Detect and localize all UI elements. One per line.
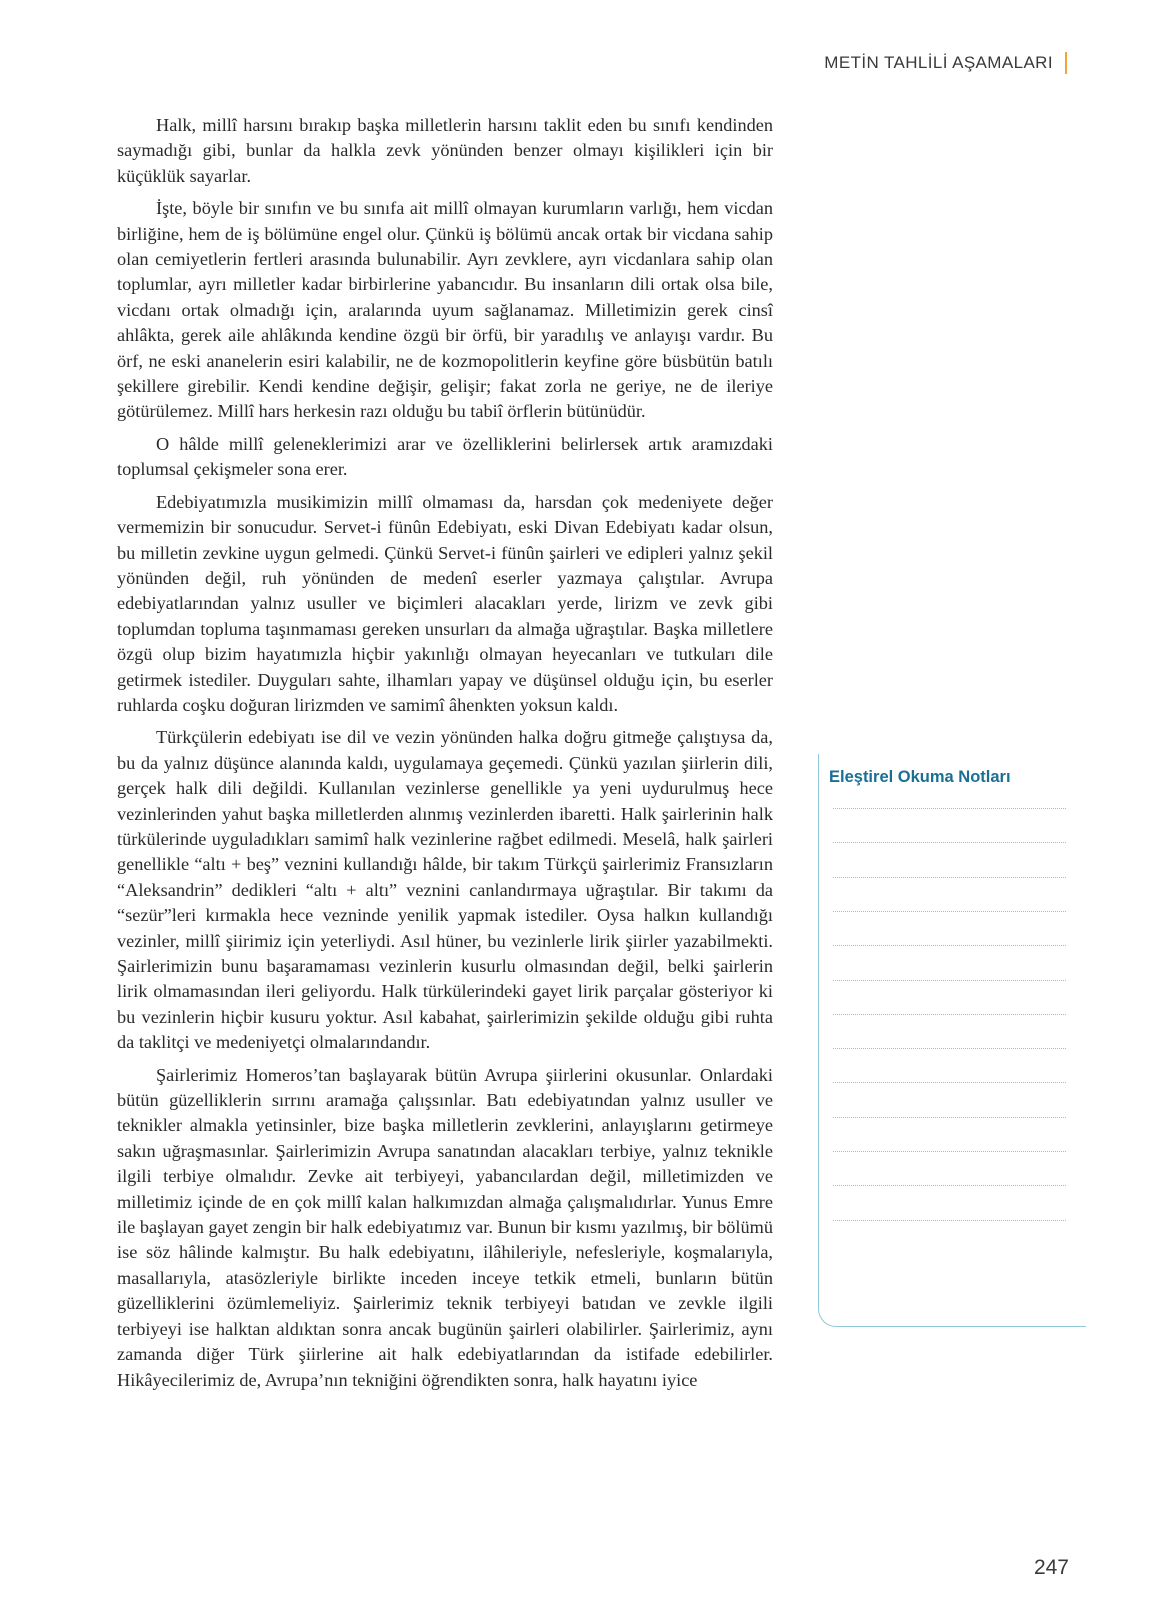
note-writing-line bbox=[833, 842, 1066, 843]
note-writing-line bbox=[833, 1220, 1066, 1221]
note-writing-line bbox=[833, 1014, 1066, 1015]
paragraph: O hâlde millî geleneklerimizi arar ve özelliklerini belirlersek artık aramızdaki toplumsal çekişmeler sona erer. bbox=[117, 433, 773, 480]
header-title: METİN TAHLİLİ AŞAMALARI bbox=[824, 53, 1053, 72]
page-number: 247 bbox=[1033, 1556, 1069, 1579]
note-writing-line bbox=[833, 877, 1066, 878]
note-writing-line bbox=[833, 1117, 1066, 1118]
note-writing-line bbox=[833, 1048, 1066, 1049]
paragraph: Türkçülerin edebiyatı ise dil ve vezin yönünden halka doğru gitmeğe çalıştıysa da, bu da yalnız düşünce alanında kaldı, uygulamaya geçemedi. Çünkü yazılan şiirlerin dili, gerçek halk dili değildi. Kullanılan vezinlerse genellikle ya yeni uydurulmuş hece vezinlerinden yahut başka milletlerden alınmış vezinlerden ibaretti. Halk şairlerinin halk türkülerinde uyguladıkları samimî halk vezinlerine rağbet edilmedi. Meselâ, halk şairleri genellikle “altı + beş” veznini kullandığı hâlde, bir takım Türkçü şairlerimiz Fransızların “Aleksandrin” dedikleri “altı + altı” veznini canlandırmaya uğraştılar. Bir takımı da “sezür”leri kırmakla hece vezninde yenilik yapmak istediler. Oysa halkın kullandığı vezinler, millî şiirimiz için yeterliydi. Asıl hüner, bu vezinlerle lirik şiirler yazabilmekti. Şairlerimizin bunu başaramaması vezinlerin kusurlu olmasından değil, belki şairlerin lirik olmamasından ileri geliyordu. Halk türkülerindeki gayet lirik parçalar gösteriyor ki bu vezinlerin hiçbir kusuru yoktur. Asıl kabahat, şairlerimizin şekilde olduğu gibi ruhta da taklitçi ve medeniyetçi olmalarındandır. bbox=[117, 727, 773, 1053]
main-text bbox=[117, 113, 773, 1400]
note-writing-line bbox=[833, 1185, 1066, 1186]
paragraph: Edebiyatımızla musikimizin millî olmaması da, harsdan çok medeniyete değer vermemizin bir sonucudur. Servet-i fünûn Edebiyatı, eski Divan Edebiyatı kadar olsun, bu milletin zevkine uygun gelmedi. Çünkü Servet-i fünûn şairleri ve edipleri yalnız şekil yönünden değil, ruh yönünden de medenî eserler yazmaya çalıştılar. Avrupa edebiyatlarından yalnız usuller ve biçimleri alacakları yerde, lirizm ve zevk gibi toplumdan topluma taşınmaması gereken unsurları da almağa uğraştılar. Başka milletlere özgü olup bizim hayatımızla hiçbir yakınlığı olmayan heyecanları ve tutkuları dile getirmek istediler. Duyguları sahte, ilhamları yapay ve düşünsel olduğu için, bu eserler ruhlarda coşku doğuran lirizmden ve samimî âhenkten yoksun kaldı. bbox=[117, 491, 773, 715]
running-header bbox=[824, 52, 1067, 74]
note-writing-line bbox=[833, 945, 1066, 946]
note-writing-line bbox=[833, 1082, 1066, 1083]
paragraph: Şairlerimiz Homeros’tan başlayarak bütün Avrupa şiirlerini okusunlar. Onlardaki bütün güzelliklerin sırrını aramağa çalışsınlar. Batı edebiyatından yalnız usuller ve teknikler almakla yetinsinler, bize başka milletlerin zevklerini, anlayışlarını getirmeye sakın uğraşmasınlar. Şairlerimizin Avrupa sanatından alacakları terbiye, yalnız teknikle ilgili terbiye olmalıdır. Zevke ait terbiyeyi, yabancılardan değil, milletimizden ve milletimiz içinde de en çok millî kalan halkımızdan almağa çalışmalıdırlar. Yunus Emre ile başlayan gayet zengin bir halk edebiyatımız var. Bunun bir kısmı yazılmış, bir bölümü ise söz hâlinde kalmıştır. Bu halk edebiyatını, ilâhileriyle, nefesleriyle, koşmalarıyla, masallarıyla, atasözleriyle birlikte inceden inceye tetkik etmeli, bunların bütün güzelliklerini özümlemeliyiz. Şairlerimiz teknik terbiyeyi batıdan ve zevkle ilgili terbiyeyi ise halktan aldıktan sonra ancak bugünün şairleri olabilirler. Şairlerimiz, aynı zamanda diğer Türk şiirlerine ait halk edebiyatlarından da istifade edebilirler. Hikâyecilerimiz de, Avrupa’nın tekniğini öğrendikten sonra, halk hayatını iyice bbox=[117, 1064, 773, 1390]
critical-reading-notes-panel bbox=[818, 754, 1086, 1327]
note-writing-line bbox=[833, 980, 1066, 981]
header-accent-bar bbox=[1065, 52, 1067, 74]
paragraph: İşte, böyle bir sınıfın ve bu sınıfa ait millî olmayan kurumların varlığı, hem vicdan birliğine, hem de iş bölümüne engel olur. Çünkü iş bölümü ancak ortak bir vicdana sahip olan cemiyetlerin fertleri arasında bulunabilir. Ayrı zevklere, ayrı vicdanlara sahip olan toplumlar, ayrı milletler kadar birbirlerine yabancıdır. Bu insanların dili ortak olsa bile, vicdanı ortak olmadığı için, aralarında uyum sağlanamaz. Milletimizin gerek cinsî ahlâkta, gerek aile ahlâkında kendine özgü bir örfü, bir yaradılış ve anlayışı vardır. Bu örf, ne eski ananelerin esiri kalabilir, ne de kozmopolitlerin keyfine göre büsbütün batılı şekillere girebilir. Kendi kendine değişir, gelişir; fakat zorla ne geriye, ne de ileriye götürülemez. Millî hars herkesin razı olduğu bu tabiî örflerin bütünüdür. bbox=[117, 198, 773, 422]
paragraph: Halk, millî harsını bırakıp başka milletlerin harsını taklit eden bu sınıfı kendinden saymadığı gibi, bunlar da halkla zevk yönünden benzer olmayı kişilikleri için bir küçüklük sayarlar. bbox=[117, 115, 773, 186]
notes-title: Eleştirel Okuma Notları bbox=[829, 768, 1011, 786]
note-writing-line bbox=[833, 1151, 1066, 1152]
note-writing-line bbox=[833, 911, 1066, 912]
note-writing-line bbox=[833, 808, 1066, 809]
